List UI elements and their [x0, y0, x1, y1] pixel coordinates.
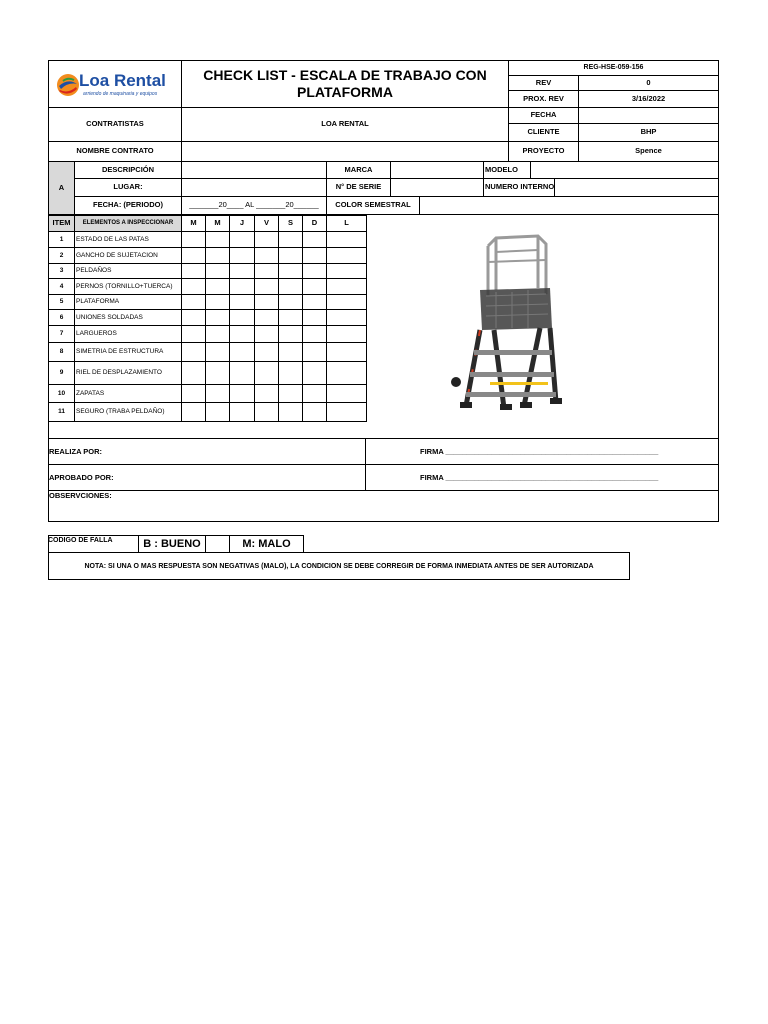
checklist-item-label: RIEL DE DESPLAZAMIENTO	[74, 361, 182, 385]
checklist-header: M	[205, 215, 230, 232]
serie-label: N° DE SERIE	[326, 178, 391, 197]
nombre-contrato-label: NOMBRE CONTRATO	[48, 141, 182, 162]
checklist-day-cell[interactable]	[254, 263, 279, 279]
ladder-image-icon	[400, 232, 632, 418]
rev-value: 0	[578, 75, 719, 91]
checklist-day-cell[interactable]	[254, 309, 279, 326]
checklist-day-cell[interactable]	[326, 247, 367, 264]
descripcion-label: DESCRIPCIÓN	[74, 161, 182, 179]
checklist-item-number: 5	[48, 294, 75, 310]
checklist-item-label: ZAPATAS	[74, 384, 182, 403]
checklist-day-cell[interactable]	[254, 361, 279, 385]
checklist-day-cell[interactable]	[278, 263, 303, 279]
checklist-day-cell[interactable]	[229, 247, 255, 264]
checklist-day-cell[interactable]	[229, 294, 255, 310]
checklist-day-cell[interactable]	[326, 278, 367, 295]
checklist-day-cell[interactable]	[254, 294, 279, 310]
numero-interno-label: NUMERO INTERNO	[483, 178, 555, 197]
checklist-item-number: 6	[48, 309, 75, 326]
checklist-item-label: PERNOS (TORNILLO+TUERCA)	[74, 278, 182, 295]
checklist-day-cell[interactable]	[326, 263, 367, 279]
loa-rental-logo-icon	[55, 72, 81, 98]
rev-label: REV	[508, 75, 579, 91]
checklist-item-number: 11	[48, 402, 75, 422]
checklist-item-number: 4	[48, 278, 75, 295]
checklist-day-cell[interactable]	[181, 325, 206, 343]
checklist-day-cell[interactable]	[302, 342, 327, 362]
checklist-day-cell[interactable]	[229, 231, 255, 248]
checklist-day-cell[interactable]	[229, 263, 255, 279]
checklist-day-cell[interactable]	[254, 325, 279, 343]
fecha-periodo-label: FECHA: (PERIODO)	[74, 196, 182, 215]
checklist-day-cell[interactable]	[254, 278, 279, 295]
checklist-day-cell[interactable]	[229, 402, 255, 422]
descripcion-value	[181, 161, 327, 179]
checklist-day-cell[interactable]	[326, 384, 367, 403]
checklist-item-label: PELDAÑOS	[74, 263, 182, 279]
checklist-day-cell[interactable]	[302, 231, 327, 248]
checklist-day-cell[interactable]	[302, 263, 327, 279]
aprobado-firma: FIRMA ___________________________________________________	[420, 473, 659, 482]
checklist-item-label: ESTADO DE LAS PATAS	[74, 231, 182, 248]
checklist-item-label: GANCHO DE SUJETACION	[74, 247, 182, 264]
checklist-day-cell[interactable]	[181, 309, 206, 326]
prox-rev-label: PROX. REV	[508, 90, 579, 108]
checklist-day-cell[interactable]	[205, 263, 230, 279]
legend-malo: M: MALO	[242, 538, 291, 550]
checklist-day-cell[interactable]	[181, 384, 206, 403]
codigo-falla-label: CODIGO DE FALLA	[48, 537, 113, 544]
checklist-day-cell[interactable]	[302, 325, 327, 343]
checklist-item-label: SIMETRIA DE ESTRUCTURA	[74, 342, 182, 362]
serie-value	[390, 178, 484, 197]
checklist-day-cell[interactable]	[181, 342, 206, 362]
fecha-value	[578, 107, 719, 124]
checklist-item-label: UNIONES SOLDADAS	[74, 309, 182, 326]
checklist-day-cell[interactable]	[181, 294, 206, 310]
checklist-day-cell[interactable]	[254, 247, 279, 264]
checklist-header: J	[229, 215, 255, 232]
cliente-label: CLIENTE	[508, 123, 579, 142]
color-semestral-label: COLOR SEMESTRAL	[326, 196, 420, 215]
checklist-day-cell[interactable]	[254, 402, 279, 422]
checklist-day-cell[interactable]	[205, 342, 230, 362]
checklist-day-cell[interactable]	[229, 342, 255, 362]
logo-name: Loa Rental	[79, 71, 166, 90]
checklist-day-cell[interactable]	[326, 342, 367, 362]
checklist-day-cell[interactable]	[254, 342, 279, 362]
checklist-day-cell[interactable]	[302, 247, 327, 264]
modelo-label: MODELO	[483, 161, 531, 179]
fecha-periodo-value: _______20____ AL _______20______	[181, 196, 327, 215]
title-box	[181, 60, 509, 108]
checklist-day-cell[interactable]	[205, 402, 230, 422]
modelo-value	[530, 161, 719, 179]
checklist-day-cell[interactable]	[326, 402, 367, 422]
nombre-contrato-value	[181, 141, 509, 162]
checklist-header: D	[302, 215, 327, 232]
checklist-day-cell[interactable]	[205, 247, 230, 264]
checklist-day-cell[interactable]	[205, 309, 230, 326]
numero-interno-value	[554, 178, 719, 197]
ladder-photo	[400, 232, 632, 418]
checklist-item-label: SEGURO (TRABA PELDAÑO)	[74, 402, 182, 422]
legend-gap-box	[205, 535, 230, 553]
legend-bueno-box	[138, 535, 206, 553]
checklist-day-cell[interactable]	[229, 278, 255, 295]
lugar-label: LUGAR:	[74, 178, 182, 197]
legend-malo-box	[229, 535, 304, 553]
checklist-day-cell[interactable]	[278, 231, 303, 248]
checklist-day-cell[interactable]	[302, 361, 327, 385]
checklist-day-cell[interactable]	[278, 325, 303, 343]
legend-bueno: B : BUENO	[143, 538, 201, 550]
prox-rev-value: 3/16/2022	[578, 90, 719, 108]
checklist-item-label: LARGUEROS	[74, 325, 182, 343]
checklist-day-cell[interactable]	[278, 342, 303, 362]
checklist-day-cell[interactable]	[181, 361, 206, 385]
checklist-day-cell[interactable]	[326, 325, 367, 343]
cliente-value: BHP	[578, 123, 719, 142]
checklist-item-number: 9	[48, 361, 75, 385]
proyecto-value: Spence	[578, 141, 719, 162]
checklist-day-cell[interactable]	[278, 309, 303, 326]
contratistas-label: CONTRATISTAS	[48, 107, 182, 142]
checklist-item-number: 1	[48, 231, 75, 248]
checklist-day-cell[interactable]	[326, 361, 367, 385]
page-title: CHECK LIST - ESCALA DE TRABAJO CON PLATAFORMA	[203, 67, 487, 100]
realiza-firma: FIRMA ___________________________________________________	[420, 447, 659, 456]
logo-tagline: arriendo de maquinaria y equipos	[83, 91, 158, 97]
checklist-header: ITEM	[48, 215, 75, 232]
logo-box	[48, 60, 182, 108]
checklist-day-cell[interactable]	[302, 384, 327, 403]
checklist-item-label: PLATAFORMA	[74, 294, 182, 310]
checklist-day-cell[interactable]	[205, 384, 230, 403]
note-box	[48, 552, 630, 580]
checklist-day-cell[interactable]	[181, 278, 206, 295]
checklist-day-cell[interactable]	[229, 361, 255, 385]
checklist-header: M	[181, 215, 206, 232]
checklist-day-cell[interactable]	[205, 294, 230, 310]
doc-code: REG-HSE-059-156	[508, 60, 719, 76]
checklist-day-cell[interactable]	[181, 231, 206, 248]
aprobado-label: APROBADO POR:	[49, 473, 114, 482]
checklist-header: ELEMENTOS A INSPECCIONAR	[74, 215, 182, 232]
checklist-day-cell[interactable]	[326, 231, 367, 248]
checklist-day-cell[interactable]	[254, 231, 279, 248]
checklist-day-cell[interactable]	[205, 231, 230, 248]
marca-label: MARCA	[326, 161, 391, 179]
checklist-header: V	[254, 215, 279, 232]
checklist-day-cell[interactable]	[302, 294, 327, 310]
checklist-item-number: 3	[48, 263, 75, 279]
checklist-day-cell[interactable]	[278, 294, 303, 310]
checklist-day-cell[interactable]	[278, 402, 303, 422]
checklist-item-number: 8	[48, 342, 75, 362]
checklist-day-cell[interactable]	[302, 402, 327, 422]
contratistas-value: LOA RENTAL	[181, 107, 509, 142]
checklist-day-cell[interactable]	[254, 384, 279, 403]
note-text: NOTA: SI UNA O MAS RESPUESTA SON NEGATIVAS (MALO), LA CONDICION SE DEBE CORREGIR DE FORMA INMEDIATA ANTES DE SER AUTORIZADA	[84, 562, 594, 570]
checklist-day-cell[interactable]	[326, 309, 367, 326]
checklist-item-number: 10	[48, 384, 75, 403]
checklist-day-cell[interactable]	[326, 294, 367, 310]
checklist-item-number: 7	[48, 325, 75, 343]
checklist-day-cell[interactable]	[181, 402, 206, 422]
checklist-day-cell[interactable]	[278, 361, 303, 385]
checklist-day-cell[interactable]	[181, 247, 206, 264]
lugar-value	[181, 178, 327, 197]
checklist-day-cell[interactable]	[205, 278, 230, 295]
checklist-day-cell[interactable]	[278, 384, 303, 403]
checklist-day-cell[interactable]	[229, 325, 255, 343]
legend-box-1	[48, 535, 139, 553]
checklist-day-cell[interactable]	[205, 361, 230, 385]
realiza-label: REALIZA POR:	[49, 447, 103, 456]
checklist-day-cell[interactable]	[278, 247, 303, 264]
checklist-day-cell[interactable]	[181, 263, 206, 279]
proyecto-label: PROYECTO	[508, 141, 579, 162]
checklist-header: S	[278, 215, 303, 232]
fecha-label: FECHA	[508, 107, 579, 124]
checklist-day-cell[interactable]	[302, 278, 327, 295]
observaciones-label: OBSERVCIONES:	[49, 491, 112, 500]
checklist-day-cell[interactable]	[205, 325, 230, 343]
color-semestral-value	[419, 196, 719, 215]
checklist-day-cell[interactable]	[229, 309, 255, 326]
section-a-letter: A	[48, 161, 75, 215]
checklist-day-cell[interactable]	[278, 278, 303, 295]
checklist-header: L	[326, 215, 367, 232]
checklist-day-cell[interactable]	[229, 384, 255, 403]
checklist-item-number: 2	[48, 247, 75, 264]
checklist-day-cell[interactable]	[302, 309, 327, 326]
marca-value	[390, 161, 484, 179]
